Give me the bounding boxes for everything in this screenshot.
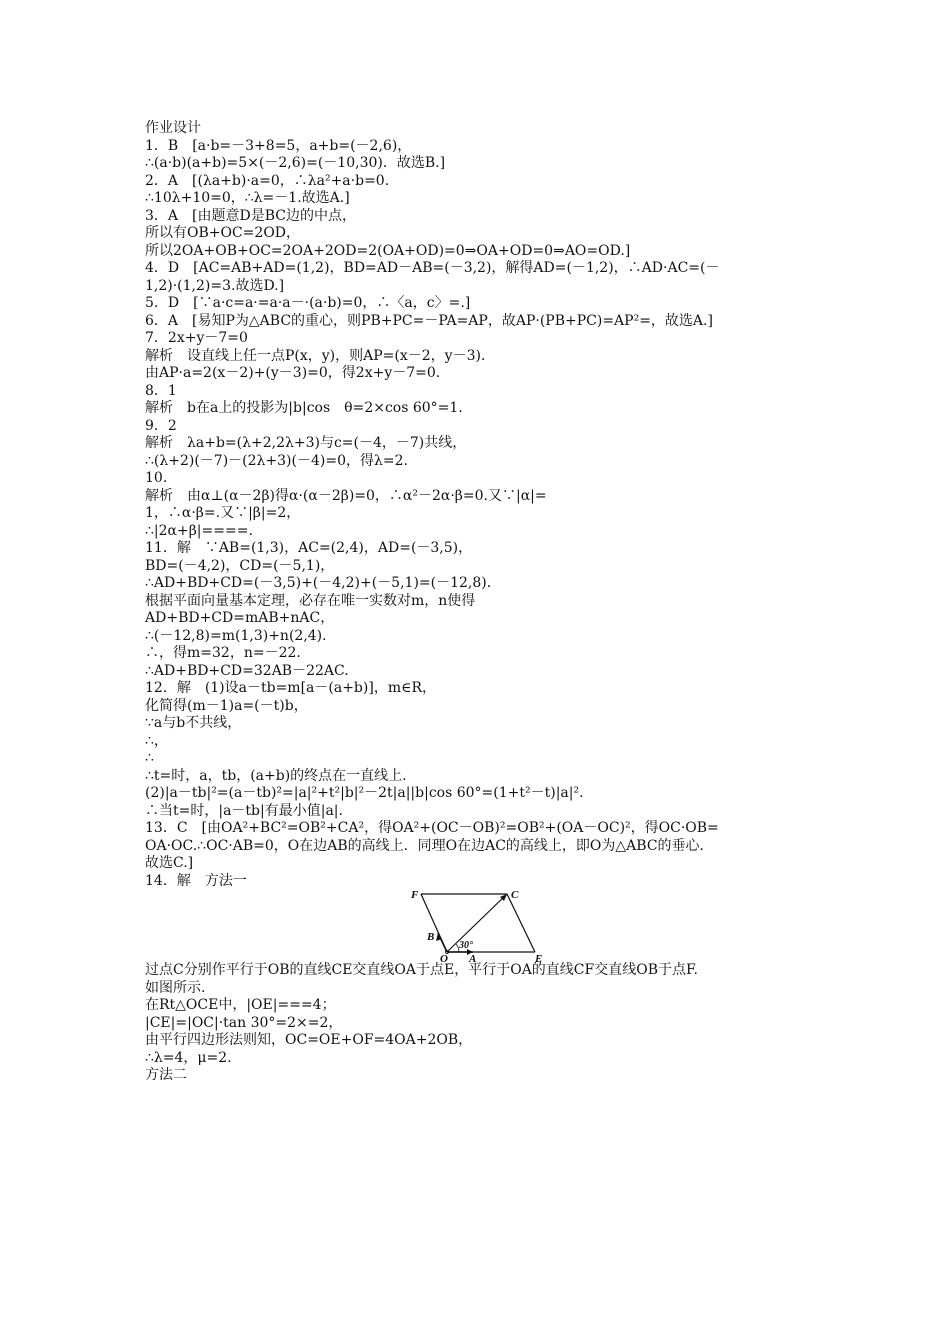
text-line: 如图所示. [145, 979, 206, 996]
label-a: A [469, 953, 477, 962]
text-line: BD=(－4,2)，CD=(－5,1)， [145, 557, 335, 574]
text-line: 过点C分别作平行于OB的直线CE交直线OA于点E，平行于OA的直线CF交直线OB于点F. [145, 962, 698, 978]
text-line: ∴，得m=32，n=－22. [145, 645, 301, 661]
text-line: 5．D [∵a·c=a·=a·a－·(a·b)=0，∴〈a，c〉=.] [145, 295, 471, 311]
text-line: ∴AD+BD+CD=(－3,5)+(－4,2)+(－5,1)=(－12,8)． [145, 575, 501, 591]
text-line: ∴t=时，a，tb，(a+b)的终点在一直线上. [145, 767, 407, 784]
text-line: ∴(－12,8)=m(1,3)+n(2,4)． [145, 627, 337, 644]
text-line: ∴(a·b)(a+b)=5×(－2,6)=(－10,30)．故选B.] [145, 155, 446, 171]
parallelogram-figure [145, 890, 805, 962]
text-line: ∴AD+BD+CD=32AB－22AC. [145, 662, 349, 679]
text-line: ∴， [145, 732, 168, 749]
text-line: AD+BD+CD=mAB+nAC， [145, 610, 335, 626]
text-line: 1，∴α·β=.又∵|β|=2， [145, 505, 301, 521]
label-b: B [427, 931, 435, 943]
text-line: 12．解 (1)设a－tb=m[a－(a+b)]，m∈R， [145, 680, 436, 696]
text-line: ∴|2α+β|====. [145, 522, 253, 539]
text-line: 2．A [(λa+b)·a=0，∴λa²+a·b=0. [145, 172, 390, 189]
text-line: 作业设计 [145, 120, 201, 136]
solution-document [145, 120, 805, 1085]
vector-oc [447, 894, 507, 952]
text-line: 在Rt△OCE中，|OE|===4； [145, 997, 336, 1013]
text-line: 14．解 方法一 [145, 872, 247, 889]
text-line: 9．2 [145, 417, 177, 434]
text-line: ∴λ=4，μ=2. [145, 1049, 232, 1066]
text-line: 解析 由α⊥(α－2β)得α·(α－2β)=0，∴α²－2α·β=0.又∵|α|= [145, 487, 547, 504]
text-line: 解析 λa+b=(λ+2,2λ+3)与c=(－4，－7)共线， [145, 435, 467, 451]
solution-text-before-figure [145, 120, 805, 890]
text-line: ∴(λ+2)(－7)－(2λ+3)(－4)=0，得λ=2. [145, 452, 408, 469]
text-line: 根据平面向量基本定理，必存在唯一实数对m，n使得 [145, 592, 476, 609]
text-line: 10. [145, 470, 168, 486]
text-line: (2)|a－tb|²=(a－tb)²=|a|²+t²|b|²－2t|a||b|cos 60°=(1+t²－t)|a|². [145, 785, 584, 801]
text-line: ∴ [145, 750, 154, 766]
text-line: 1．B [a·b=－3+8=5，a+b=(－2,6)， [145, 137, 412, 154]
text-line: 解析 b在a上的投影为|b|cos θ=2×cos 60°=1. [145, 400, 463, 416]
text-line: OA·OC.∴OC·AB=0，O在边AB的高线上．同理O在边AC的高线上，即O为△ABC的垂心． [145, 837, 714, 854]
text-line: 1,2)·(1,2)=3.故选D.] [145, 277, 285, 294]
text-line: 3．A [由题意D是BC边的中点， [145, 207, 356, 224]
text-line: 4．D [AC=AB+AD=(1,2)，BD=AD－AB=(－3,2)，解得AD=(－1,2)，∴AD·AC=(－ [145, 260, 720, 276]
label-c: C [511, 890, 519, 901]
text-line: 所以2OA+OB+OC=2OA+2OD=2(OA+OD)=0⇒OA+OD=0⇒AO=OD.] [145, 242, 631, 259]
solution-text-after-figure [145, 962, 805, 1085]
text-line: 方法二 [145, 1067, 187, 1083]
text-line: 13．C [由OA²+BC²=OB²+CA²，得OA²+(OC－OB)²=OB²+(OA－OC)²，得OC·OB= [145, 820, 719, 836]
label-f: F [411, 890, 419, 901]
text-line: ∴10λ+10=0，∴λ=－1.故选A.] [145, 190, 350, 206]
text-line: 6．A [易知P为△ABC的重心，则PB+PC=－PA=AP，故AP·(PB+PC)=AP²=，故选A.] [145, 312, 713, 329]
text-line: ∴当t=时，|a－tb|有最小值|a|. [145, 802, 343, 819]
text-line: 所以有OB+OC=2OD， [145, 225, 301, 241]
label-o: O [440, 953, 448, 962]
text-line: 11．解 ∵AB=(1,3)，AC=(2,4)，AD=(－3,5)， [145, 540, 473, 556]
text-line: |CE|=|OC|·tan 30°=2×=2， [145, 1014, 343, 1031]
parallelogram-diagram [407, 890, 557, 962]
label-angle: 30° [459, 940, 473, 951]
text-line: 8．1 [145, 382, 177, 399]
text-line: 解析 设直线上任一点P(x，y)，则AP=(x－2，y－3)． [145, 347, 495, 364]
text-line: 7．2x+y－7=0 [145, 330, 248, 346]
line-ce [507, 894, 535, 952]
label-e: E [535, 953, 543, 962]
text-line: 由平行四边形法则知，OC=OE+OF=4OA+2OB， [145, 1032, 473, 1048]
text-line: ∵a与b不共线， [145, 715, 242, 731]
text-line: 由AP·a=2(x－2)+(y－3)=0，得2x+y－7=0. [145, 365, 441, 381]
text-line: 化简得(m－1)a=(－t)b， [145, 697, 308, 714]
text-line: 故选C.] [145, 855, 194, 871]
